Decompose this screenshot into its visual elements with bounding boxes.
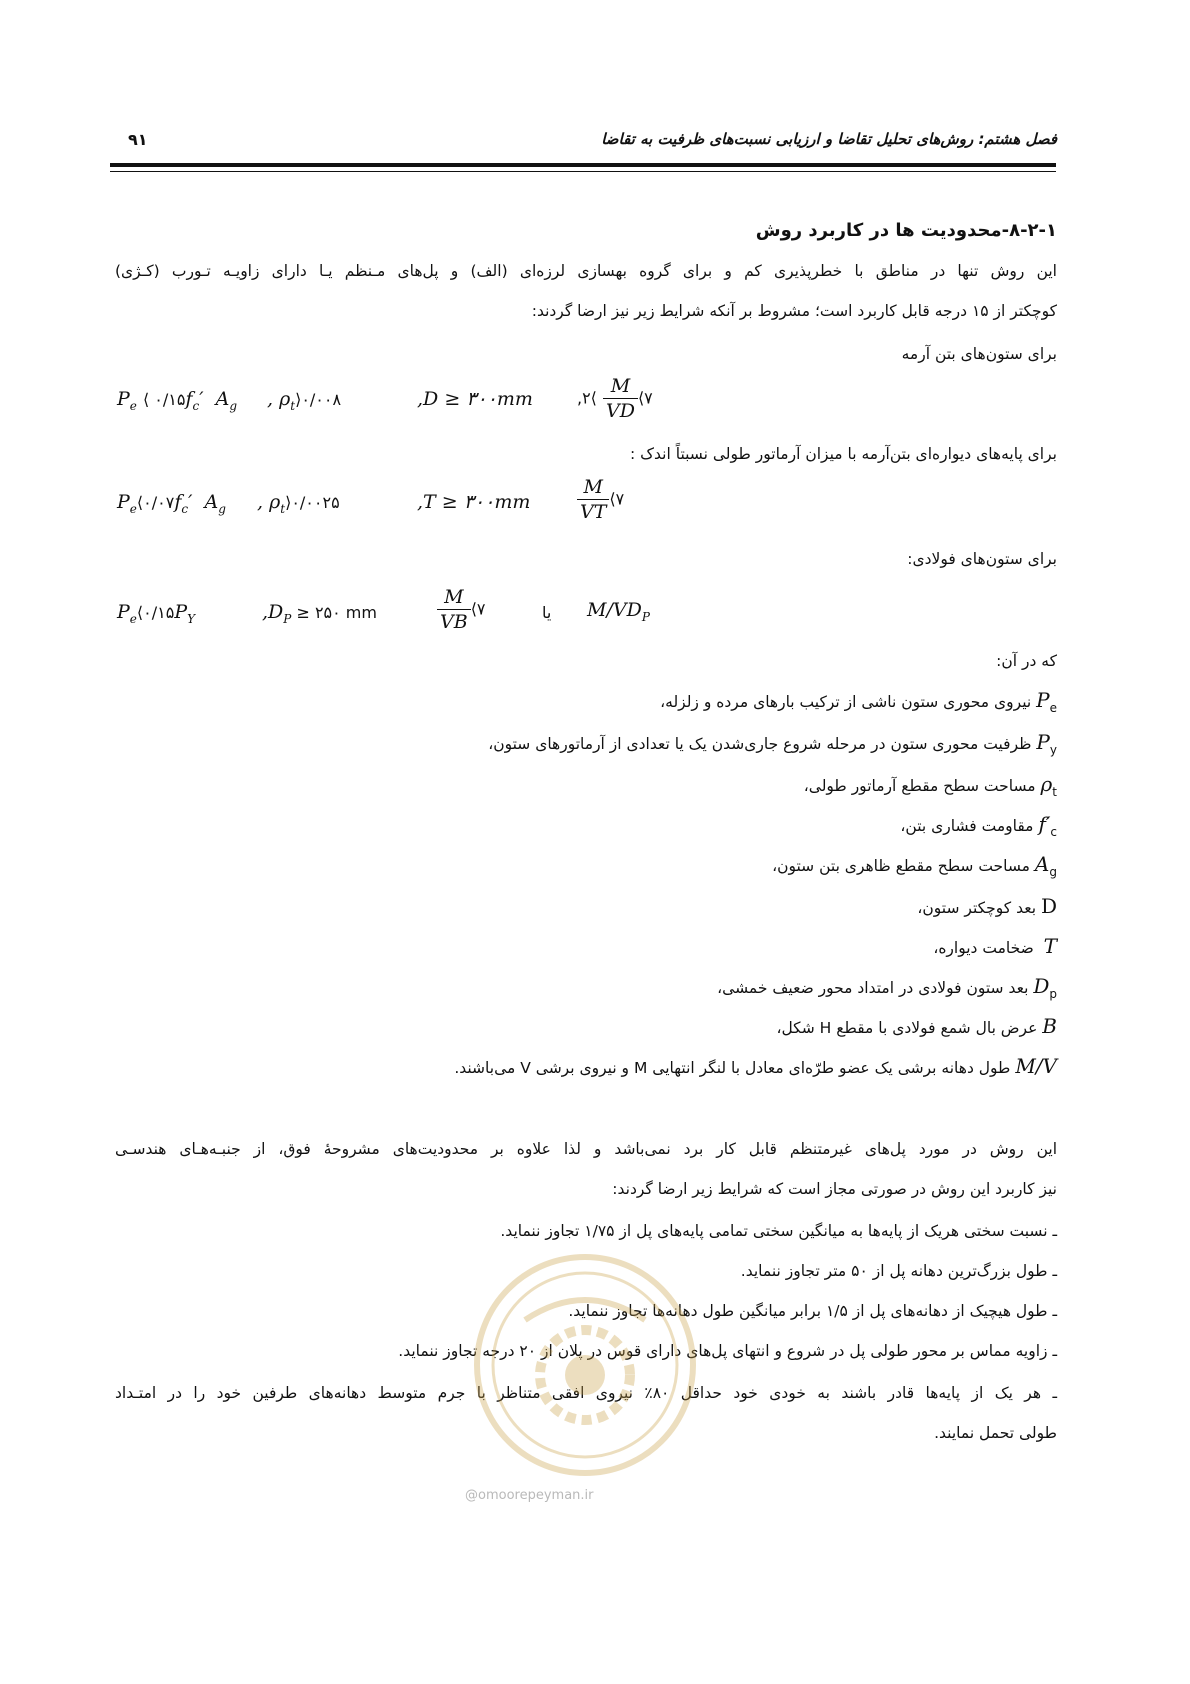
chapter-title: فصل هشتم: روش‌های تحلیل تقاضا و ارزیابی نسبت‌های ظرفیت به تقاضا [601,130,1057,148]
definition-item: M/V طول دهانه برشی یک عضو طرّه‌ای معادل با لنگر انتهایی M و نیروی برشی V می‌باشند. [454,1054,1057,1078]
condition-bullet: ـ زاویه مماس بر محور طولی پل در شروع و انتهای پل‌های دارای قوس در پلان از ۲۰ درجه تجاوز ننماید. [398,1342,1057,1360]
irregular-line-2: نیز کاربرد این روش در صورتی مجاز است که شرایط زیر ارضا گردند: [612,1180,1057,1198]
rc-wall-mvt-limit: $\frac{M}{VT}$ ⟨۷ [577,475,624,524]
section-heading: ۸-۲-۱-محدودیت ها در کاربرد روش [755,220,1057,241]
definition-item: $P_e$ نیروی محوری ستون ناشی از ترکیب بارهای مرده و زلزله، [660,688,1057,715]
watermark-site: @omoorepeyman.ir [465,1488,594,1503]
definition-item: $\rho_t$ مساحت سطح مقطع آرماتور طولی، [803,772,1057,799]
rc-col-d-limit: ,D ≥ ۳۰۰mm [417,388,533,410]
condition-bullet: ـ طول بزرگ‌ترین دهانه پل از ۵۰ متر تجاوز ننماید. [740,1262,1057,1280]
definition-item: $f'_c$ مقاومت فشاری بتن، [900,812,1057,839]
irregular-line-1: این روش در مورد پل‌های غیرمتنظم قابل کار برد نمی‌باشد و لذا علاوه بر محدودیت‌های مشروحهٔ فوق، از جنبـه‌هـای هندسـی [115,1140,1057,1158]
definition-item: T ضخامت دیواره، [933,934,1057,958]
rc-wall-rho-limit: , $\rho_t⟩۰/۰۰۲۵$ [257,491,340,516]
rc-walls-label: برای پایه‌های دیواره‌ای بتن‌آرمه با میزان آرماتور طولی نسبتاً اندک : [630,445,1057,463]
steel-columns-label: برای ستون‌های فولادی: [907,550,1057,568]
last-line: طولی تحمل نمایند. [934,1424,1057,1442]
steel-col-mvdp: $M/VD_P$ [587,599,650,624]
definition-item: D بعد کوچکتر ستون، [917,894,1057,918]
or-word: یا [542,603,552,622]
steel-col-axial-limit: $P_e⟨۰/۱۵P_Y$ [117,601,196,626]
rc-col-axial-limit: $P_e$ ⟨ $۰/۱۵f_c'$ $A_g$ [117,388,238,413]
header-rule-thin [110,171,1056,172]
rc-wall-axial-limit: $P_e⟨۰/۰۷f_c'$ $A_g$ [117,491,226,516]
condition-bullet: ـ نسبت سختی هریک از پایه‌ها به میانگین سختی تمامی پایه‌های پل از ۱/۷۵ تجاوز ننماید. [500,1222,1057,1240]
intro-line-1: این روش تنها در مناطق با خطرپذیری کم و برای گروه بهسازی لرزه‌ای (الف) و پل‌های مـنظم یـا دارای زاویـه تـورب (کـژی) [115,262,1057,280]
definition-item: B عرض بال شمع فولادی با مقطع H شکل، [776,1014,1057,1038]
steel-col-dp-limit: $,D_P$ ≥ ۲۵۰ mm [262,601,377,626]
rc-col-mvd-limit: ,۲⟨ $\frac{M}{VD}$ ⟨۷ [577,375,653,422]
definition-item: $D_p$ بعد ستون فولادی در امتداد محور ضعیف خمشی، [717,974,1057,1001]
page-number: ۹۱ [128,130,148,149]
steel-col-mvb-limit: $\frac{M}{VB}$ ⟨۷ [437,585,486,634]
definition-item: $P_y$ ظرفیت محوری ستون در مرحله شروع جاری‌شدن یک یا تعدادی از آرماتورهای ستون، [488,730,1057,757]
intro-line-2: کوچکتر از ۱۵ درجه قابل کاربرد است؛ مشروط بر آنکه شرایط زیر نیز ارضا گردند: [531,302,1057,320]
condition-bullet: ـ طول هیچیک از دهانه‌های پل از ۱/۵ برابر میانگین طول دهانه‌ها تجاوز ننماید. [568,1302,1057,1320]
rc-wall-t-limit: ,T ≥ ۳۰۰mm [417,491,531,513]
header-rule-thick [110,163,1056,167]
rc-col-rho-limit: , $\rho_t⟩۰/۰۰۸$ [267,388,342,413]
condition-bullet: ـ هر یک از پایه‌ها قادر باشند به خودی خود حداقل ۸۰٪ نیروی افقی متناظر با جرم متوسط دهانه‌های طرفین خود را در امتـداد [115,1384,1057,1402]
definitions-intro: که در آن: [996,652,1057,670]
watermark-seal-icon [470,1250,700,1480]
definition-item: $A_g$ مساحت سطح مقطع ظاهری بتن ستون، [772,852,1057,879]
rc-columns-label: برای ستون‌های بتن آرمه [901,345,1057,363]
